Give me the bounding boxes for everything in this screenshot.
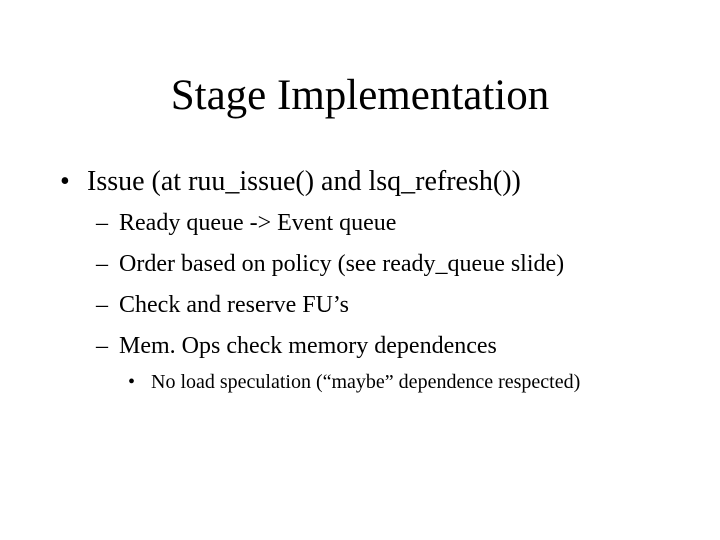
dash-marker: – [96, 333, 108, 359]
sub-sub-bullet-text: No load speculation (“maybe” dependence respected) [151, 371, 581, 393]
bullet-marker: • [128, 371, 136, 393]
sub-bullet-text: Mem. Ops check memory dependences [119, 333, 497, 359]
slide-title: Stage Implementation [170, 72, 550, 119]
sub-sub-bullet [128, 369, 588, 395]
dash-marker: – [96, 210, 108, 236]
sub-bullet-text: Check and reserve FU’s [119, 292, 349, 318]
sub-bullet-text: Order based on policy (see ready_queue slide) [119, 251, 565, 277]
bullet-text: Issue (at ruu_issue() and lsq_refresh()) [87, 166, 521, 197]
dash-marker: – [96, 292, 108, 318]
sub-bullet-text: Ready queue -> Event queue [119, 210, 397, 236]
dash-marker: – [96, 251, 108, 277]
bullet-marker: • [60, 166, 70, 197]
